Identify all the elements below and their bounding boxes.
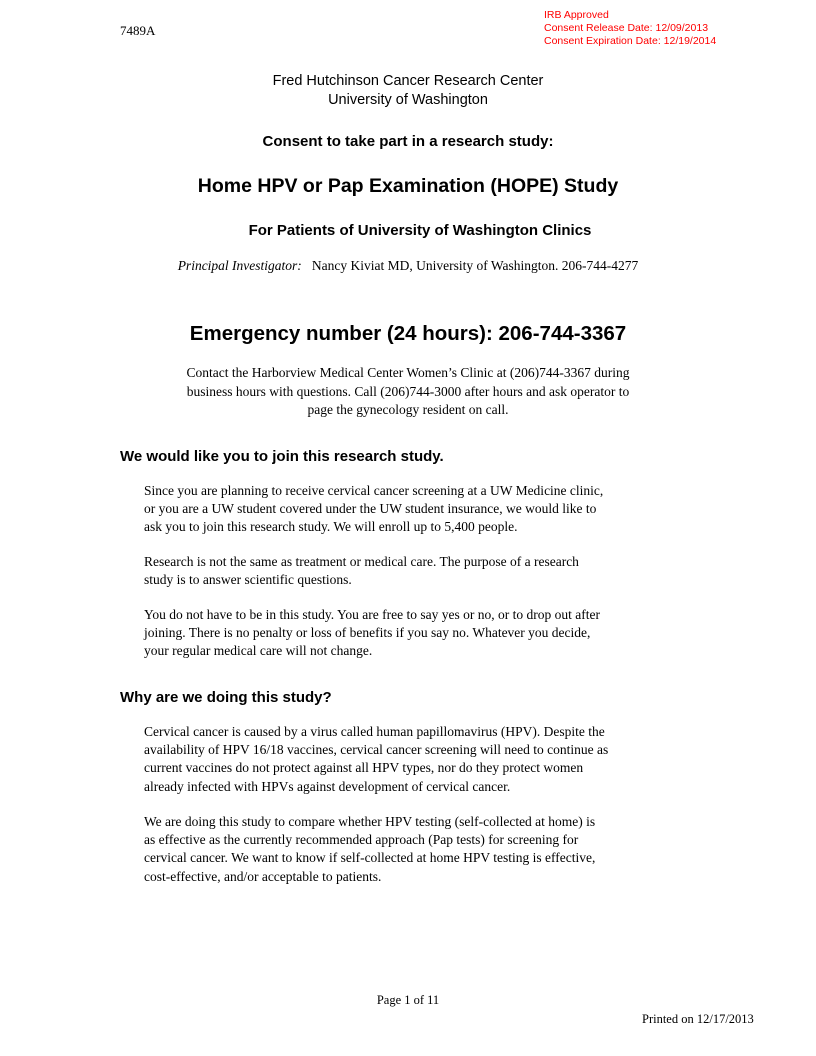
paragraph-line: current vaccines do not protect against all HPV types, nor do they protect women xyxy=(144,760,584,776)
organization-name: Fred Hutchinson Cancer Research Center xyxy=(272,73,544,89)
page-number: Page 1 of 11 xyxy=(376,993,440,1007)
irb-approval-stamp xyxy=(544,9,716,48)
contact-instructions xyxy=(0,364,816,420)
paragraph-line: as effective as the currently recommended approach (Pap tests) for screening for xyxy=(144,832,579,848)
irb-line: Consent Release Date: 12/09/2013 xyxy=(544,22,709,34)
form-id: 7489A xyxy=(120,23,156,38)
paragraph-line: ask you to join this research study. We will enroll up to 5,400 people. xyxy=(144,519,518,535)
printed-date: Printed on 12/17/2013 xyxy=(642,1012,754,1026)
paragraph-line: You do not have to be in this study. You are free to say yes or no, or to drop out after xyxy=(144,607,600,622)
paragraph-line: your regular medical care will not change. xyxy=(144,643,373,659)
contact-line: Contact the Harborview Medical Center Women’s Clinic at (206)744-3367 during xyxy=(186,365,630,380)
section-heading-join-study: We would like you to join this research study. xyxy=(120,448,444,465)
irb-line: IRB Approved xyxy=(544,9,609,21)
study-title: Home HPV or Pap Examination (HOPE) Study xyxy=(197,175,619,197)
paragraph-line: joining. There is no penalty or loss of benefits if you say no. Whatever you decide, xyxy=(144,625,591,641)
paragraph-line: availability of HPV 16/18 vaccines, cervical cancer screening will need to continue as xyxy=(144,742,609,758)
irb-line: Consent Expiration Date: 12/19/2014 xyxy=(544,35,717,47)
paragraph-research-vs-care xyxy=(144,553,704,589)
study-subtitle: For Patients of University of Washington Clinics xyxy=(248,222,592,239)
paragraph-line: already infected with HPVs against development of cervical cancer. xyxy=(144,778,511,794)
university-name: University of Washington xyxy=(328,92,488,108)
paragraph-line: Cervical cancer is caused by a virus called human papillomavirus (HPV). Despite the xyxy=(144,724,605,739)
contact-line: business hours with questions. Call (206)744-3000 after hours and ask operator to xyxy=(186,383,630,399)
paragraph-line: cervical cancer. We want to know if self-collected at home HPV testing is effective, xyxy=(144,850,596,866)
paragraph-voluntary xyxy=(144,606,704,661)
organization-block xyxy=(0,72,816,110)
pi-label: Principal Investigator: xyxy=(177,258,302,273)
contact-line: page the gynecology resident on call. xyxy=(307,402,509,417)
pi-value: Nancy Kiviat MD, University of Washington. 206-744-4277 xyxy=(311,258,639,273)
paragraph-cervical-cancer xyxy=(144,723,704,796)
paragraph-line: Research is not the same as treatment or medical care. The purpose of a research xyxy=(144,554,579,569)
paragraph-line: study is to answer scientific questions. xyxy=(144,572,352,588)
emergency-number-heading: Emergency number (24 hours): 206-744-3367 xyxy=(189,322,627,345)
principal-investigator xyxy=(0,258,816,274)
paragraph-line: cost-effective, and/or acceptable to patients. xyxy=(144,868,382,884)
paragraph-line: We are doing this study to compare whether HPV testing (self-collected at home) is xyxy=(144,814,596,829)
paragraph-line: or you are a UW student covered under the UW student insurance, we would like to xyxy=(144,501,597,517)
paragraph-line: Since you are planning to receive cervical cancer screening at a UW Medicine clinic, xyxy=(144,483,604,498)
section-heading-why-study: Why are we doing this study? xyxy=(120,689,332,706)
paragraph-enrollment xyxy=(144,482,704,537)
paragraph-study-purpose xyxy=(144,813,704,886)
consent-label: Consent to take part in a research study: xyxy=(262,133,554,150)
